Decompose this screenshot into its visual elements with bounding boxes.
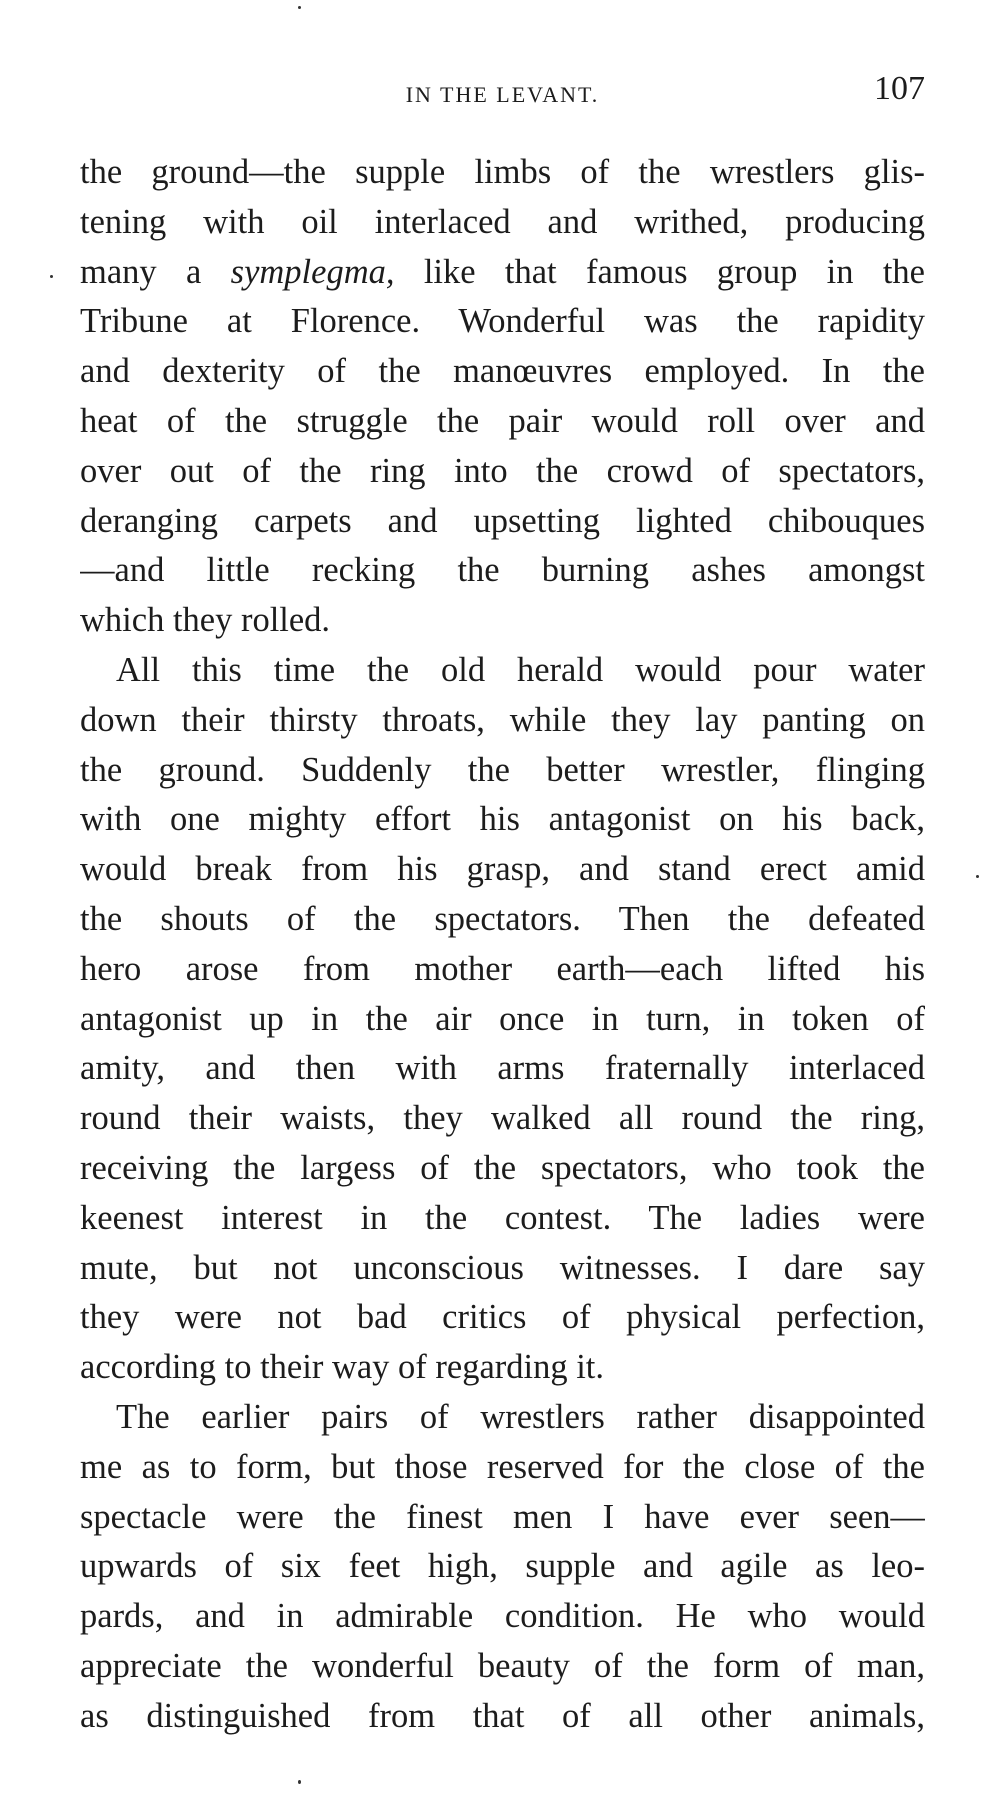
text-line: they were not bad critics of physical perfection,: [80, 1298, 925, 1337]
running-title: IN THE LEVANT.: [405, 82, 600, 107]
text-line: receiving the largess of the spectators, who took the: [80, 1148, 925, 1187]
ink-speck: [298, 6, 301, 9]
text-line: Tribune at Florence. Wonderful was the rapidity: [80, 302, 925, 341]
text-line: keenest interest in the contest. The ladies were: [80, 1198, 925, 1237]
paragraph-end-line: according to their way of regarding it.: [80, 1348, 605, 1387]
text-line: hero arose from mother earth—each lifted his: [80, 949, 925, 988]
text-line: upwards of six feet high, supple and agile as leo-: [80, 1547, 925, 1586]
text-line: and dexterity of the manœuvres employed. In the: [80, 352, 925, 391]
text-line: round their waists, they walked all round the ring,: [80, 1099, 925, 1138]
ink-speck: [298, 1780, 301, 1784]
text-line: down their thirsty throats, while they lay panting on: [80, 700, 925, 739]
body-text: [80, 148, 925, 1742]
text-line: as distinguished from that of all other animals,: [80, 1696, 925, 1735]
paragraph-end-line: which they rolled.: [80, 601, 331, 640]
text-line-with-italic: [80, 248, 925, 298]
text-line: amity, and then with arms fraternally interlaced: [80, 1049, 925, 1088]
ink-speck: [976, 875, 979, 878]
text-line: appreciate the wonderful beauty of the form of man,: [80, 1646, 925, 1685]
text-line: with one mighty effort his antagonist on his back,: [80, 800, 925, 839]
text-line: the ground—the supple limbs of the wrestlers glis-: [80, 153, 925, 191]
text-line: mute, but not unconscious witnesses. I dare say: [80, 1248, 925, 1287]
text-span: like that famous group in the: [394, 252, 925, 291]
text-span: many a: [80, 252, 231, 291]
text-line: spectacle were the finest men I have ever seen—: [80, 1497, 925, 1536]
paragraph-start-line: The earlier pairs of wrestlers rather disappointed: [116, 1397, 925, 1436]
ink-speck: [50, 275, 53, 278]
page-number: 107: [874, 70, 925, 107]
text-line: heat of the struggle the pair would roll over and: [80, 401, 925, 440]
text-line: —and little recking the burning ashes amongst: [80, 551, 925, 590]
text-line: the ground. Suddenly the better wrestler, flinging: [80, 750, 925, 789]
text-line: deranging carpets and upsetting lighted chibouques: [80, 501, 925, 540]
text-line: tening with oil interlaced and writhed, producing: [80, 202, 925, 241]
text-line: over out of the ring into the crowd of spectators,: [80, 451, 925, 490]
text-line: would break from his grasp, and stand erect amid: [80, 850, 925, 889]
paragraph-start-line: All this time the old herald would pour water: [116, 650, 925, 689]
text-line: me as to form, but those reserved for the close of the: [80, 1447, 925, 1486]
running-head: [80, 70, 925, 120]
text-line: pards, and in admirable condition. He who would: [80, 1597, 925, 1636]
text-line: the shouts of the spectators. Then the defeated: [80, 899, 925, 938]
italic-term: symplegma,: [230, 252, 395, 291]
text-line: antagonist up in the air once in turn, in token of: [80, 999, 925, 1038]
